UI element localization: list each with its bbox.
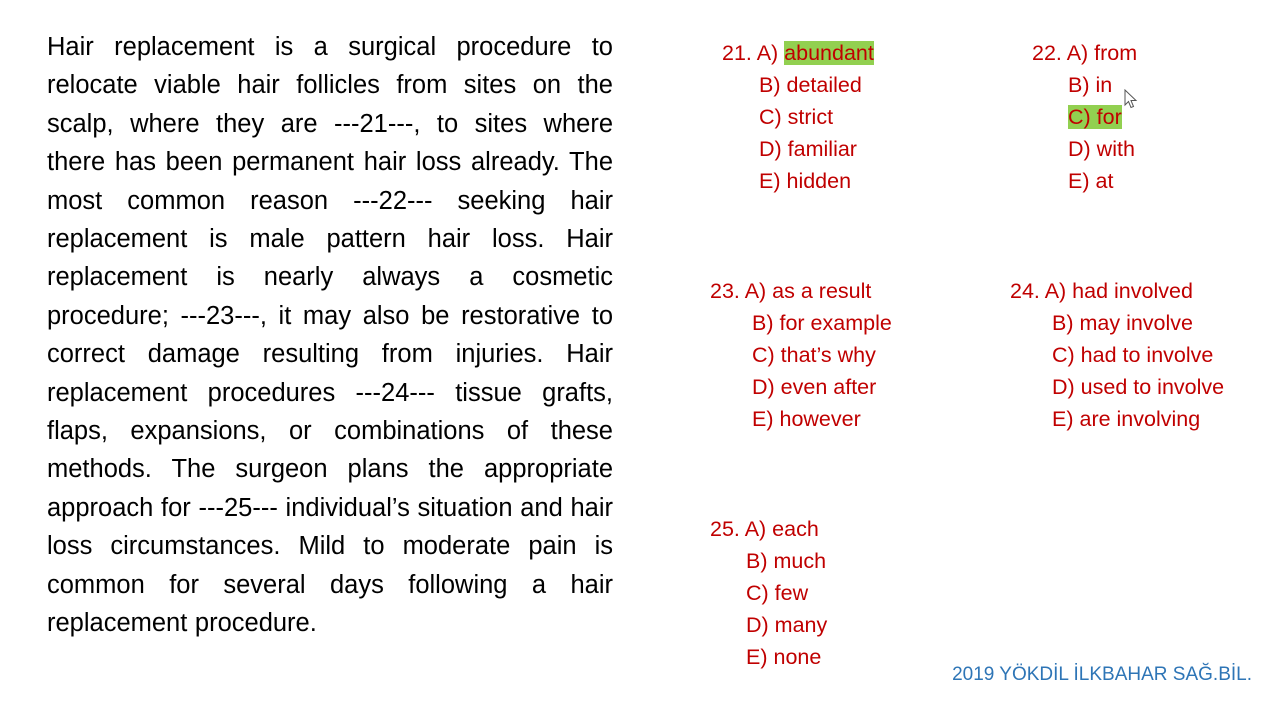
option-letter: B)	[752, 311, 774, 335]
option-letter: D)	[746, 613, 769, 637]
question-25-option-d[interactable]	[710, 609, 827, 641]
question-22-option-c[interactable]	[1032, 101, 1137, 133]
passage-text: Hair replacement is a surgical procedure to relocate viable hair follicles from sites on the scalp, where they are ---21---, to sites where there has been permanent hair loss already. The most common reason ---22--- seeking hair replacement is male pattern hair loss. Hair replacement is nearly always a cosmetic procedure; ---23---, it may also be restorative to correct damage resulting from injuries. Hair replacement procedures ---24--- tissue grafts, flaps, expansions, or combinations of these methods. The surgeon plans the appropriate approach for ---25--- individual’s situation and hair loss circumstances. Mild to moderate pain is common for several days following a hair replacement procedure.	[47, 33, 613, 638]
option-letter: C)	[759, 105, 782, 129]
option-letter: E)	[752, 407, 774, 431]
option-text: each	[772, 517, 819, 541]
option-letter: A)	[1066, 41, 1089, 65]
highlighted-option-letter: C)	[1068, 105, 1091, 129]
question-number: 25.	[710, 517, 740, 541]
question-23-options	[710, 275, 892, 435]
question-23-option-c[interactable]	[710, 339, 892, 371]
question-24-option-b[interactable]	[1010, 307, 1224, 339]
option-text: had to involve	[1080, 343, 1214, 367]
option-letter: E)	[759, 169, 781, 193]
question-number: 21.	[722, 41, 752, 65]
option-text: detailed	[786, 73, 862, 97]
option-text: many	[774, 613, 828, 637]
option-letter: D)	[752, 375, 775, 399]
option-letter: C)	[1052, 343, 1075, 367]
option-letter: A)	[744, 517, 767, 541]
highlight-gap	[1091, 105, 1097, 129]
question-23-option-b[interactable]	[710, 307, 892, 339]
question-24-option-d[interactable]	[1010, 371, 1224, 403]
option-text: familiar	[787, 137, 857, 161]
question-25-option-a[interactable]	[710, 513, 827, 545]
question-23-option-a[interactable]	[710, 275, 892, 307]
option-text: few	[774, 581, 809, 605]
option-letter: B)	[1068, 73, 1090, 97]
option-letter: B)	[746, 549, 768, 573]
option-letter: E)	[1068, 169, 1090, 193]
question-25-options	[710, 513, 827, 673]
question-21-option-e[interactable]	[722, 165, 874, 197]
option-text: hidden	[786, 169, 852, 193]
question-22-option-a[interactable]	[1032, 37, 1137, 69]
option-letter: E)	[1052, 407, 1074, 431]
option-text: had involved	[1072, 279, 1193, 303]
option-letter: C)	[746, 581, 769, 605]
question-21-options	[722, 37, 874, 197]
option-letter: D)	[1052, 375, 1075, 399]
option-text: from	[1094, 41, 1138, 65]
question-24-option-a[interactable]	[1010, 275, 1224, 307]
option-letter: A)	[756, 41, 779, 65]
question-21-option-d[interactable]	[722, 133, 874, 165]
question-25-option-b[interactable]	[710, 545, 827, 577]
option-text: used to involve	[1080, 375, 1225, 399]
option-letter: D)	[1068, 137, 1091, 161]
option-text: in	[1095, 73, 1113, 97]
option-text: strict	[787, 105, 834, 129]
highlighted-option-text: abundant	[784, 41, 874, 65]
option-letter: A)	[1044, 279, 1067, 303]
question-21-option-c[interactable]	[722, 101, 874, 133]
option-text: however	[779, 407, 861, 431]
question-22-option-b[interactable]	[1032, 69, 1137, 101]
question-22-option-e[interactable]	[1032, 165, 1137, 197]
option-text: for example	[779, 311, 892, 335]
option-letter: C)	[752, 343, 775, 367]
option-letter: E)	[746, 645, 768, 669]
question-24-options	[1010, 275, 1224, 435]
question-21-option-a[interactable]	[722, 37, 874, 69]
question-23-option-d[interactable]	[710, 371, 892, 403]
exam-source-label: 2019 YÖKDİL İLKBAHAR SAĞ.BİL.	[952, 664, 1252, 685]
highlighted-option-text: for	[1096, 105, 1122, 129]
option-letter: A)	[744, 279, 767, 303]
option-text: at	[1095, 169, 1114, 193]
option-letter: D)	[759, 137, 782, 161]
question-24-option-e[interactable]	[1010, 403, 1224, 435]
option-text: that’s why	[780, 343, 876, 367]
option-text: with	[1096, 137, 1135, 161]
option-text: are involving	[1079, 407, 1201, 431]
question-number: 23.	[710, 279, 740, 303]
question-23-option-e[interactable]	[710, 403, 892, 435]
question-24-option-c[interactable]	[1010, 339, 1224, 371]
question-number: 24.	[1010, 279, 1040, 303]
question-25-option-e[interactable]	[710, 641, 827, 673]
option-text: even after	[780, 375, 877, 399]
option-text: much	[773, 549, 827, 573]
question-21-option-b[interactable]	[722, 69, 874, 101]
option-text: none	[773, 645, 822, 669]
question-22-options	[1032, 37, 1137, 197]
option-letter: B)	[759, 73, 781, 97]
option-letter: B)	[1052, 311, 1074, 335]
question-number: 22.	[1032, 41, 1062, 65]
question-22-option-d[interactable]	[1032, 133, 1137, 165]
mouse-cursor-icon	[1124, 89, 1138, 109]
option-text: as a result	[772, 279, 872, 303]
option-text: may involve	[1079, 311, 1193, 335]
question-25-option-c[interactable]	[710, 577, 827, 609]
